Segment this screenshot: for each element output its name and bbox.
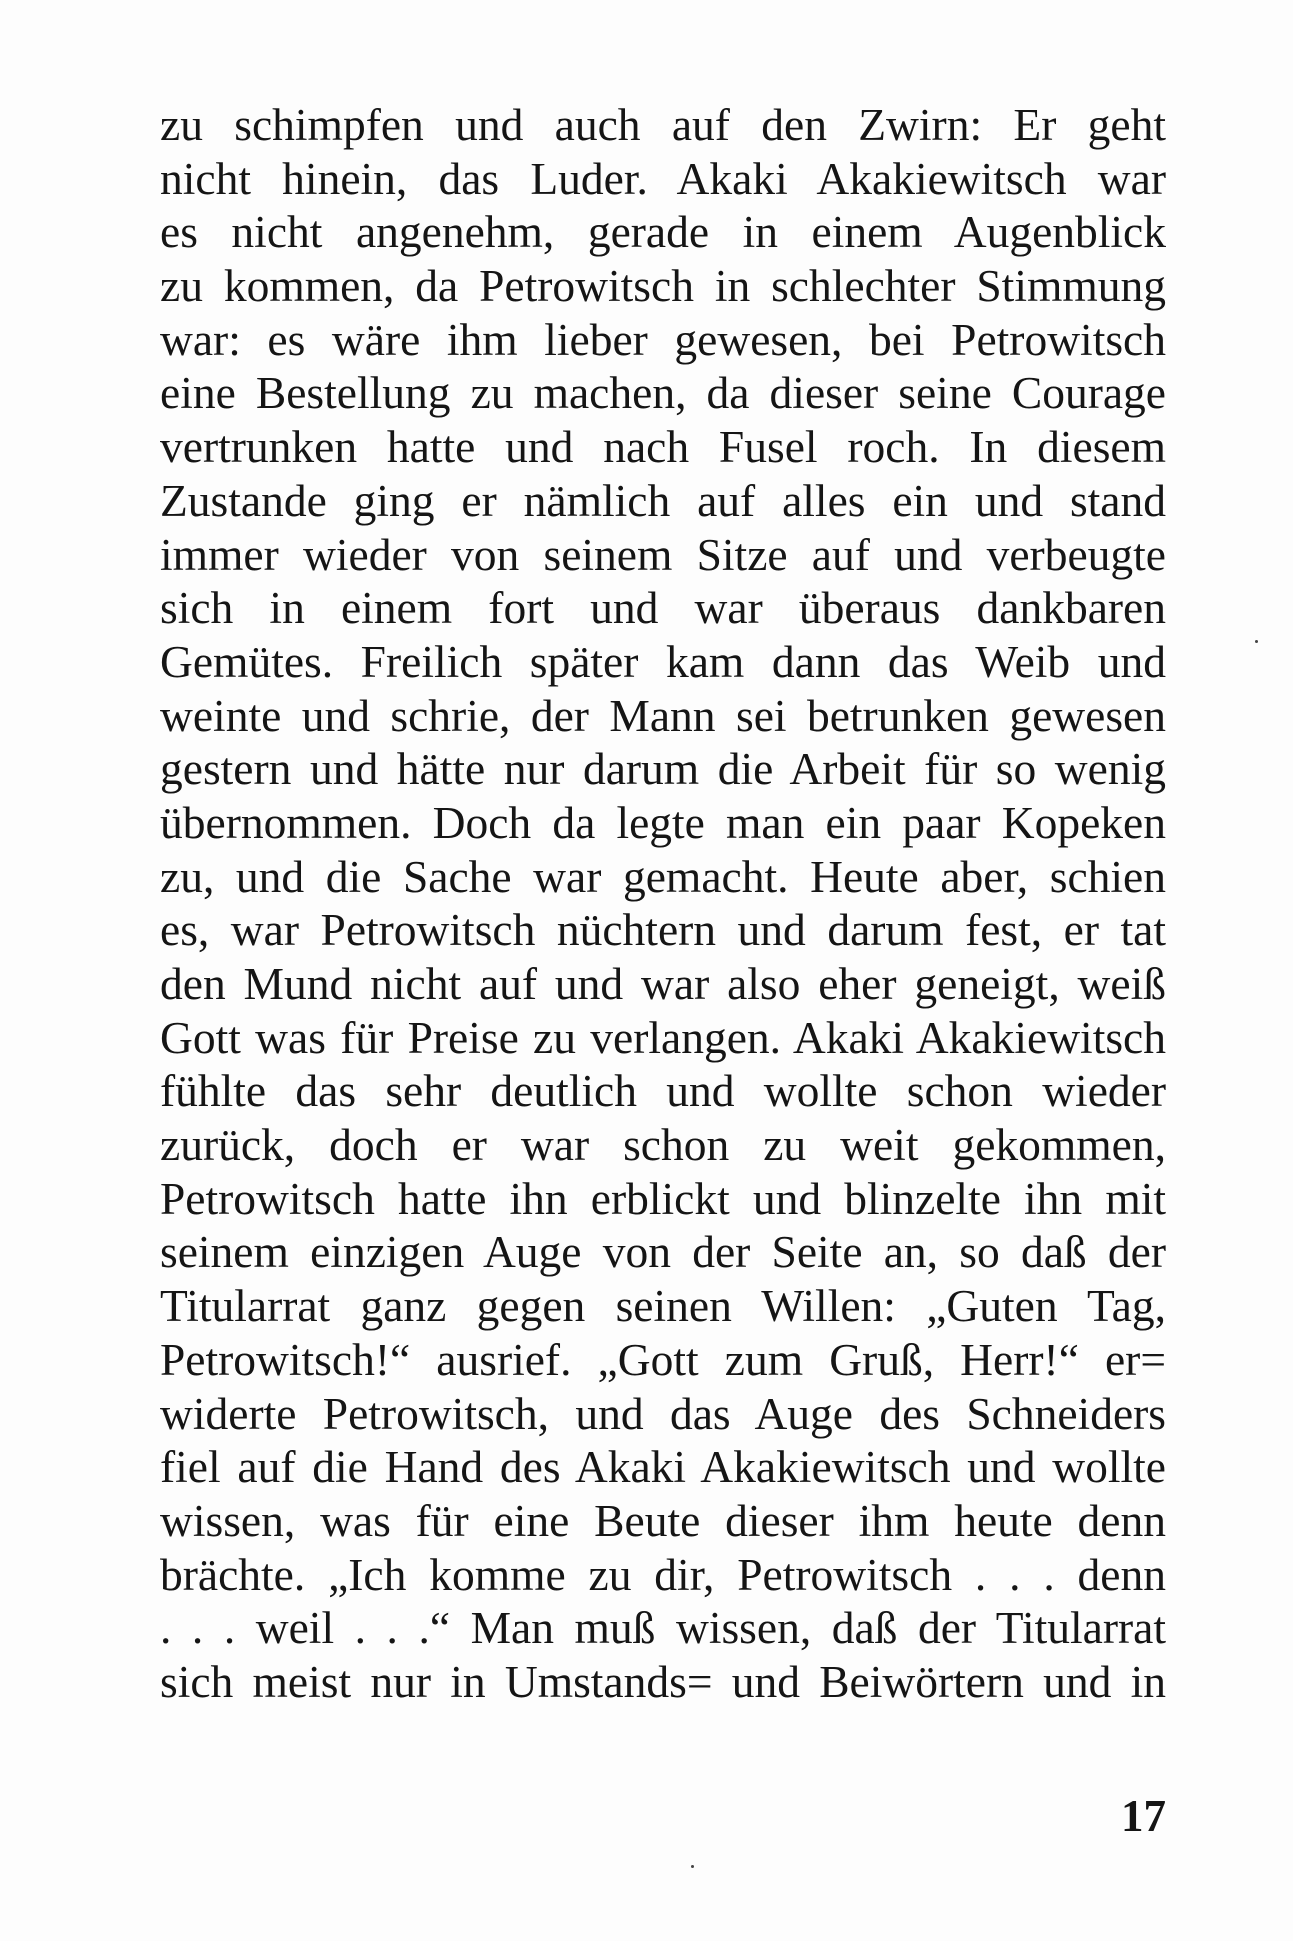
- text-line: fiel auf die Hand des Akaki Akakiewitsch und wollte: [160, 1441, 1166, 1493]
- text-line: zu schimpfen und auch auf den Zwirn: Er geht: [160, 99, 1166, 150]
- text-line: den Mund nicht auf und war also eher geneigt, weiß: [160, 958, 1166, 1009]
- text-line: wissen, was für eine Beute dieser ihm heute denn: [160, 1494, 1166, 1546]
- text-line: Gemütes. Freilich später kam dann das Weib und: [160, 635, 1166, 687]
- text-line: gestern und hätte nur darum die Arbeit für so wenig: [160, 743, 1166, 795]
- text-line: weinte und schrie, der Mann sei betrunken gewesen: [160, 689, 1166, 741]
- text-line: Zustande ging er nämlich auf alles ein und stand: [160, 474, 1166, 526]
- scan-speck: [1255, 640, 1258, 643]
- text-line: Titularrat ganz gegen seinen Willen: „Guten Tag,: [160, 1280, 1166, 1332]
- text-line: nicht hinein, das Luder. Akaki Akakiewitsch war: [160, 152, 1166, 204]
- text-line: zu kommen, da Petrowitsch in schlechter Stimmung: [160, 260, 1166, 312]
- text-line: Petrowitsch!“ ausrief. „Gott zum Gruß, Herr!“ er=: [160, 1333, 1166, 1385]
- text-line: brächte. „Ich komme zu dir, Petrowitsch . . . denn: [160, 1548, 1166, 1600]
- text-line: vertrunken hatte und nach Fusel roch. In diesem: [160, 421, 1166, 473]
- text-line: es nicht angenehm, gerade in einem Augenblick: [160, 206, 1166, 258]
- text-line: . . . weil . . .“ Man muß wissen, daß der Titularrat: [160, 1602, 1166, 1654]
- text-line: immer wieder von seinem Sitze auf und verbeugte: [160, 528, 1166, 580]
- text-line: Gott was für Preise zu verlangen. Akaki Akakiewitsch: [160, 1011, 1166, 1063]
- text-line: sich meist nur in Umstands= und Beiwörtern und in: [160, 1655, 1166, 1707]
- text-line: eine Bestellung zu machen, da dieser seine Courage: [160, 367, 1166, 419]
- scan-speck: [691, 1865, 694, 1868]
- text-line: Petrowitsch hatte ihn erblickt und blinzelte ihn mit: [160, 1172, 1166, 1224]
- text-line: seinem einzigen Auge von der Seite an, so daß der: [160, 1226, 1166, 1278]
- body-text: [160, 98, 1166, 1709]
- text-line: übernommen. Doch da legte man ein paar Kopeken: [160, 796, 1166, 848]
- text-line: sich in einem fort und war überaus dankbaren: [160, 582, 1166, 634]
- text-line: zurück, doch er war schon zu weit gekommen,: [160, 1119, 1166, 1171]
- text-line: widerte Petrowitsch, und das Auge des Schneiders: [160, 1387, 1166, 1439]
- text-line: war: es wäre ihm lieber gewesen, bei Petrowitsch: [160, 313, 1166, 365]
- text-line: es, war Petrowitsch nüchtern und darum fest, er tat: [160, 904, 1166, 956]
- text-line: zu, und die Sache war gemacht. Heute aber, schien: [160, 850, 1166, 902]
- text-line: fühlte das sehr deutlich und wollte schon wieder: [160, 1065, 1166, 1117]
- page-number: 17: [1121, 1791, 1166, 1841]
